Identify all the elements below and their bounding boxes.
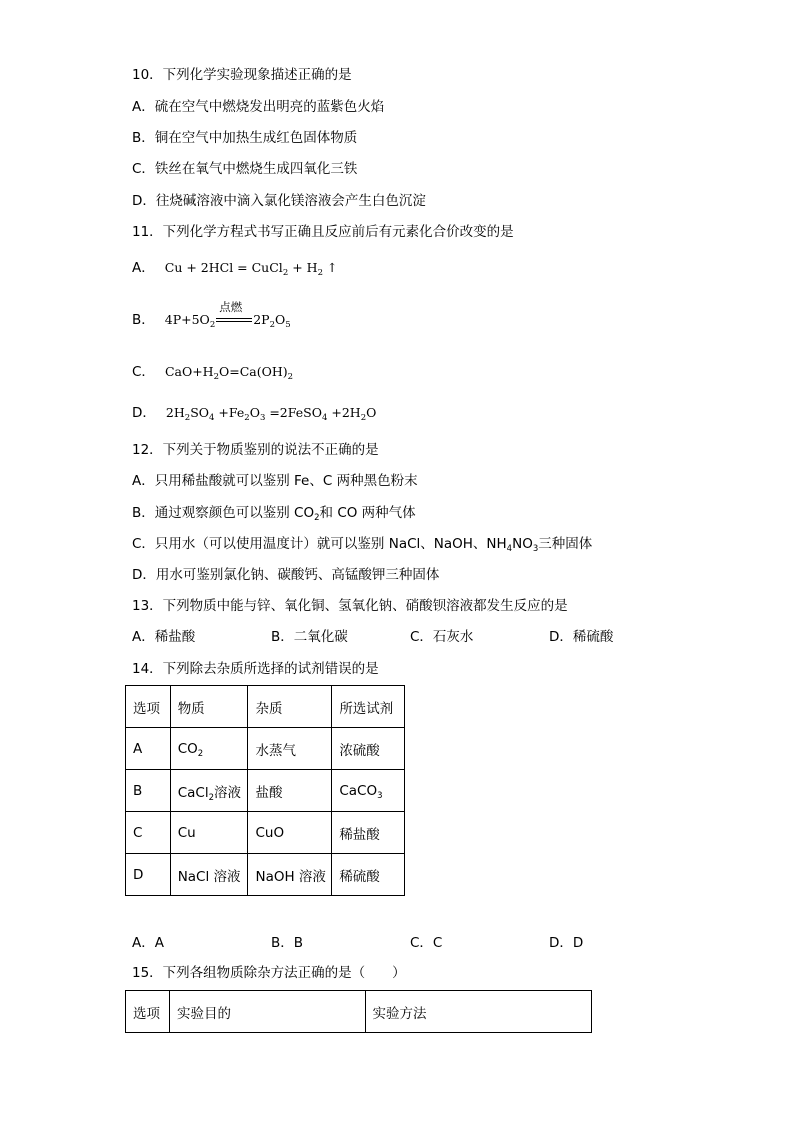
q13-option-b: B．二氧化碳 — [271, 629, 348, 645]
q14-row-d-substance: NaCl 溶液 — [170, 854, 248, 896]
reaction-condition — [216, 299, 252, 330]
q10-option-d: D．往烧碱溶液中滴入氯化镁溶液会产生白色沉淀 — [132, 193, 426, 209]
q14-table — [125, 685, 405, 896]
q14-row-a-substance: $CO_2$ — [170, 728, 248, 770]
q11-option-a-label: A． — [132, 260, 155, 276]
q14-option-a: A．A — [132, 935, 164, 951]
q14-header-reagent: 所选试剂 — [332, 686, 405, 728]
q12-option-a: A．只用稀盐酸就可以鉴别 Fe、C 两种黑色粉末 — [132, 473, 418, 489]
q11-option-b — [132, 299, 291, 330]
q14-header-row — [126, 686, 405, 728]
table-row — [126, 854, 405, 896]
q10-option-c: C．铁丝在氧气中燃烧生成四氧化三铁 — [132, 161, 358, 177]
q14-row-d-impurity: NaOH 溶液 — [248, 854, 332, 896]
q14-row-a-reagent: 浓硫酸 — [332, 728, 405, 770]
q14-row-b-impurity: 盐酸 — [248, 770, 332, 812]
q11-equation-c: $CaO+H_2O=Ca(OH)_2$ — [164, 364, 294, 382]
q13-option-d: D．稀硫酸 — [549, 629, 614, 645]
q15-header-option: 选项 — [126, 991, 170, 1033]
q14-row-b-substance: CaCl$_2$溶液 — [170, 770, 248, 812]
q11-option-c — [132, 363, 293, 381]
q11-equation-b: $4P+5O_2$ 点燃 $2P_2O_5$ — [164, 299, 291, 330]
q14-row-d-reagent: 稀硫酸 — [332, 854, 405, 896]
q14-header-option: 选项 — [126, 686, 171, 728]
q10-option-a: A．硫在空气中燃烧发出明亮的蓝紫色火焰 — [132, 99, 385, 115]
q14-row-c-substance: Cu — [170, 812, 248, 854]
q12-option-d: D．用水可鉴别氯化钠、碳酸钙、高锰酸钾三种固体 — [132, 567, 440, 583]
q11-option-c-label: C． — [132, 364, 155, 380]
table-row — [126, 812, 405, 854]
q11-option-d-label: D． — [132, 405, 156, 421]
q14-row-a-option: A — [126, 728, 171, 770]
q12-option-b: B．通过观察颜色可以鉴别 $CO_2$和 CO 两种气体 — [132, 505, 416, 523]
q11-equation-a: Cu + 2HCl = CuCl$_2$ + $H_2$ ↑ — [164, 260, 338, 278]
q10-option-b: B．铜在空气中加热生成红色固体物质 — [132, 130, 358, 146]
q13-option-a: A．稀盐酸 — [132, 629, 196, 645]
q14-row-a-impurity: 水蒸气 — [248, 728, 332, 770]
q14-row-b-reagent: CaCO$_3$ — [332, 770, 405, 812]
q14-header-substance: 物质 — [170, 686, 248, 728]
q14-row-c-reagent: 稀盐酸 — [332, 812, 405, 854]
q11-option-b-label: B． — [132, 312, 155, 328]
q13-option-c: C．石灰水 — [410, 629, 474, 645]
q11-option-d — [132, 404, 376, 422]
q15-table — [125, 990, 592, 1033]
q14-stem: 14．下列除去杂质所选择的试剂错误的是 — [132, 661, 379, 677]
q14-header-impurity: 杂质 — [248, 686, 332, 728]
q11-equation-d: $2H_2SO_4 +Fe_2O_3$ =2FeSO$_4$ $+2H_2O$ — [165, 405, 377, 423]
q12-option-c: C．只用水（可以使用温度计）就可以鉴别 NaCl、NaOH、$NH_4NO_3$三种固体 — [132, 536, 593, 554]
q14-row-c-impurity: CuO — [248, 812, 332, 854]
q14-row-b-option: B — [126, 770, 171, 812]
q11-stem: 11．下列化学方程式书写正确且反应前后有元素化合价改变的是 — [132, 224, 514, 240]
table-row — [126, 770, 405, 812]
q15-header-row — [126, 991, 592, 1033]
q14-option-c: C．C — [410, 935, 443, 951]
q14-option-b: B．B — [271, 935, 304, 951]
q14-row-c-option: C — [126, 812, 171, 854]
q13-stem: 13．下列物质中能与锌、氧化铜、氢氧化钠、硝酸钡溶液都发生反应的是 — [132, 598, 568, 614]
q15-header-purpose: 实验目的 — [169, 991, 365, 1033]
q15-header-method: 实验方法 — [365, 991, 591, 1033]
q12-stem: 12．下列关于物质鉴别的说法不正确的是 — [132, 442, 379, 458]
q10-stem: 10．下列化学实验现象描述正确的是 — [132, 67, 352, 83]
q15-stem: 15．下列各组物质除杂方法正确的是（ ） — [132, 965, 406, 981]
q14-option-d: D．D — [549, 935, 584, 951]
condition-ignite-label: 点燃 — [219, 299, 243, 314]
table-row — [126, 728, 405, 770]
q11-option-a — [132, 259, 337, 277]
q14-row-d-option: D — [126, 854, 171, 896]
